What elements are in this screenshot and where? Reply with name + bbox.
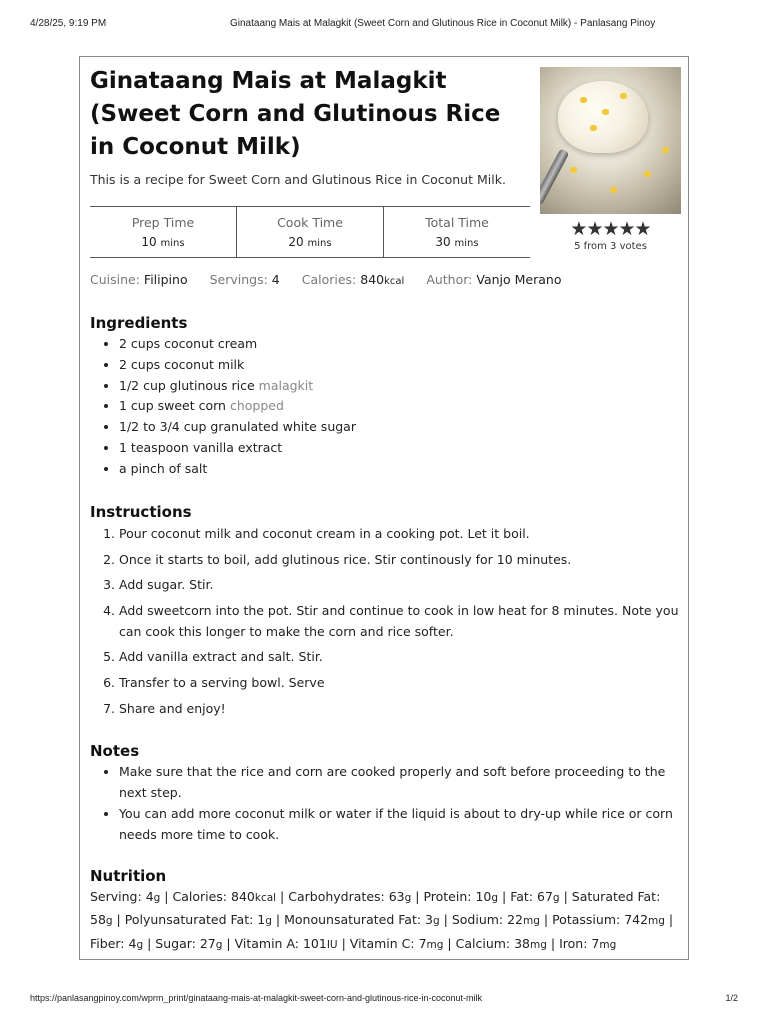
instructions-list bbox=[90, 523, 689, 723]
nutrition-fact bbox=[452, 912, 540, 927]
nutrition-unit: g bbox=[491, 892, 499, 904]
ingredient-item: • 1/2 cup glutinous rice malagkit bbox=[119, 376, 356, 397]
cook-time-label: Cook Time bbox=[277, 215, 343, 230]
ingredient-item: • 1 cup sweet corn chopped bbox=[119, 396, 356, 417]
print-url: https://panlasangpinoy.com/wprm_print/ginataang-mais-at-malagkit-sweet-corn-and-glutinous-rice-in-coconut-milk bbox=[30, 993, 483, 1003]
instruction-step: 3. Add sugar. Stir. bbox=[119, 574, 689, 595]
nutrition-label: Serving: bbox=[90, 889, 146, 904]
nutrition-unit: g bbox=[404, 892, 412, 904]
servings-value: 4 bbox=[271, 272, 280, 287]
instruction-step: 1. Pour coconut milk and coconut cream in a cooking pot. Let it boil. bbox=[119, 523, 689, 544]
ingredients-heading: Ingredients bbox=[90, 314, 188, 332]
nutrition-label: Fat: bbox=[510, 889, 538, 904]
corn-kernel bbox=[662, 147, 669, 153]
nutrition-fact bbox=[350, 936, 444, 951]
ingredient-item: • 1 teaspoon vanilla extract bbox=[119, 438, 356, 459]
servings-label: Servings: bbox=[209, 272, 268, 287]
calories-label: Calories: bbox=[301, 272, 357, 287]
corn-kernel bbox=[620, 93, 627, 99]
nutrition-label: Iron: bbox=[559, 935, 592, 951]
nutrition-unit: g bbox=[153, 892, 161, 904]
recipe-summary: This is a recipe for Sweet Corn and Glutinous Rice in Coconut Milk. bbox=[90, 172, 506, 187]
prep-time-unit: mins bbox=[160, 238, 185, 249]
nutrition-unit: g bbox=[215, 938, 223, 951]
recipe-meta bbox=[90, 272, 561, 287]
nutrition-fact bbox=[284, 912, 440, 927]
notes-list bbox=[90, 761, 684, 845]
nutrition-fact bbox=[456, 936, 547, 951]
nutrition-fact bbox=[559, 936, 616, 951]
nutrition-label: Potassium: bbox=[552, 912, 625, 928]
cuisine-value: Filipino bbox=[143, 272, 188, 287]
nutrition-value: 22 bbox=[507, 912, 524, 928]
total-time bbox=[384, 207, 530, 257]
nutrition-value: 7 bbox=[591, 935, 600, 951]
nutrition-unit: g bbox=[552, 892, 560, 904]
nutrition-fact bbox=[90, 936, 143, 951]
nutrition-label: Saturated Fat: bbox=[571, 889, 661, 904]
author-label: Author: bbox=[426, 272, 473, 287]
print-date: 4/28/25, 9:19 PM bbox=[30, 18, 107, 29]
instruction-step: 4. Add sweetcorn into the pot. Stir and continue to cook in low heat for 8 minutes. Note you can cook this longer to make the corn and rice softer. bbox=[119, 600, 689, 642]
nutrition-label: Vitamin C: bbox=[349, 935, 419, 951]
instruction-step: 6. Transfer to a serving bowl. Serve bbox=[119, 672, 689, 693]
recipe-title: Ginataang Mais at Malagkit (Sweet Corn and Glutinous Rice in Coconut Milk) bbox=[90, 68, 501, 160]
nutrition-unit: mg bbox=[426, 938, 444, 951]
nutrition-value: 67 bbox=[537, 889, 553, 904]
nutrition-label: Vitamin A: bbox=[234, 935, 303, 951]
nutrition-fact bbox=[552, 912, 665, 927]
author-value: Vanjo Merano bbox=[476, 272, 562, 287]
note-item: • You can add more coconut milk or water if the liquid is about to dry-up while rice or corn needs more time to cook. bbox=[119, 803, 684, 845]
total-time-value: 30 bbox=[435, 235, 451, 249]
nutrition-value: 3 bbox=[425, 912, 433, 928]
nutrition-label: Calories: bbox=[172, 889, 231, 904]
cook-time-value: 20 bbox=[288, 235, 304, 249]
nutrition-unit: mg bbox=[530, 938, 547, 951]
nutrition-value: 58 bbox=[90, 912, 106, 928]
ingredient-item: • 1/2 to 3/4 cup granulated white sugar bbox=[119, 417, 356, 438]
rating-stars-icon[interactable]: ★★★★★ bbox=[570, 218, 651, 240]
nutrition-value: 742 bbox=[624, 912, 649, 928]
nutrition-value: 4 bbox=[145, 889, 154, 904]
notes-heading: Notes bbox=[90, 742, 140, 760]
nutrition-fact bbox=[155, 936, 222, 951]
nutrition-fact bbox=[172, 889, 276, 904]
nutrition-unit: kcal bbox=[254, 892, 277, 904]
nutrition-fact bbox=[235, 936, 338, 951]
corn-kernel bbox=[570, 167, 577, 173]
corn-kernel bbox=[602, 109, 609, 115]
print-page-title: Ginataang Mais at Malagkit (Sweet Corn and Glutinous Rice in Coconut Milk) - Panlasang Pinoy bbox=[230, 18, 656, 29]
cook-time bbox=[237, 207, 384, 257]
nutrition-unit: mg bbox=[648, 915, 665, 928]
nutrition-unit: IU bbox=[326, 938, 338, 951]
nutrition-label: Calcium: bbox=[455, 935, 515, 951]
instruction-step: 7. Share and enjoy! bbox=[119, 698, 689, 719]
recipe-photo bbox=[540, 67, 681, 214]
nutrition-fact bbox=[90, 889, 160, 904]
corn-kernel bbox=[580, 97, 587, 103]
nutrition-value: 840 bbox=[231, 889, 255, 904]
rating-votes: 5 from 3 votes bbox=[574, 241, 647, 252]
spoon-handle bbox=[540, 148, 569, 206]
cook-time-unit: mins bbox=[307, 238, 332, 249]
prep-time bbox=[90, 207, 237, 257]
nutrition-label: Protein: bbox=[423, 889, 476, 904]
nutrition-heading: Nutrition bbox=[90, 867, 167, 885]
nutrition-label: Sugar: bbox=[155, 935, 200, 951]
nutrition-fact bbox=[510, 889, 559, 904]
total-time-unit: mins bbox=[454, 238, 479, 249]
nutrition-value: 7 bbox=[418, 935, 427, 951]
nutrition-value: 101 bbox=[302, 935, 327, 951]
nutrition-fact bbox=[423, 889, 498, 904]
nutrition-label: Fiber: bbox=[90, 935, 129, 951]
nutrition-unit: g bbox=[265, 915, 272, 928]
note-item: • Make sure that the rice and corn are cooked properly and soft before proceeding to the next step. bbox=[119, 761, 684, 803]
recipe-rating bbox=[540, 219, 681, 252]
ingredient-item: • 2 cups coconut cream bbox=[119, 334, 356, 355]
cuisine-label: Cuisine: bbox=[90, 272, 140, 287]
instruction-step: 2. Once it starts to boil, add glutinous rice. Stir continously for 10 minutes. bbox=[119, 549, 689, 570]
nutrition-unit: g bbox=[136, 938, 144, 951]
total-time-label: Total Time bbox=[425, 215, 489, 230]
nutrition-value: 27 bbox=[199, 935, 216, 951]
nutrition-unit: g bbox=[432, 915, 440, 928]
nutrition-unit: mg bbox=[599, 938, 617, 951]
prep-time-value: 10 bbox=[141, 235, 157, 249]
recipe-card bbox=[79, 56, 689, 960]
recipe-times bbox=[90, 206, 530, 258]
instruction-step: 5. Add vanilla extract and salt. Stir. bbox=[119, 646, 689, 667]
spoon-bowl bbox=[558, 81, 648, 153]
calories-value: 840 bbox=[360, 272, 385, 287]
calories-unit: kcal bbox=[384, 276, 405, 287]
ingredients-list bbox=[90, 334, 356, 480]
ingredient-note: chopped bbox=[229, 398, 284, 414]
nutrition-value: 4 bbox=[128, 935, 137, 951]
corn-kernel bbox=[644, 171, 651, 177]
prep-time-label: Prep Time bbox=[131, 215, 195, 230]
ingredient-item: • 2 cups coconut milk bbox=[119, 355, 356, 376]
page-number: 1/2 bbox=[725, 993, 738, 1003]
corn-kernel bbox=[590, 125, 597, 131]
nutrition-unit: mg bbox=[523, 915, 540, 928]
nutrition-value: 38 bbox=[514, 935, 531, 951]
nutrition-label: Polyunsaturated Fat: bbox=[124, 912, 258, 928]
nutrition-label: Carbohydrates: bbox=[288, 889, 389, 904]
nutrition-fact bbox=[288, 889, 411, 904]
ingredient-item: • a pinch of salt bbox=[119, 459, 356, 480]
corn-kernel bbox=[610, 187, 617, 193]
nutrition-value: 1 bbox=[257, 912, 266, 928]
nutrition-value: 63 bbox=[388, 889, 405, 904]
nutrition-unit: g bbox=[105, 915, 113, 928]
ingredient-note: malagkit bbox=[258, 377, 314, 393]
nutrition-value: 10 bbox=[475, 889, 492, 904]
nutrition-fact bbox=[125, 912, 272, 927]
nutrition-facts: Serving: 4g | Calories: 840kcal | Carbohydrates: 63g | Protein: 10g | Fat: 67g | Saturated Fat: 58g | Polyunsaturated Fat: 1g | Monounsaturated Fat: 3g | Sodium: 22mg | Potassium: 742mg | Fiber: 4g | Sugar: 27g | Vitamin A: 101IU | Vitamin C: 7mg | Calcium: 38mg | Iron: 7mg bbox=[90, 889, 674, 951]
instructions-heading: Instructions bbox=[90, 503, 192, 521]
nutrition-label: Monounsaturated Fat: bbox=[284, 912, 426, 928]
nutrition-label: Sodium: bbox=[451, 912, 508, 928]
